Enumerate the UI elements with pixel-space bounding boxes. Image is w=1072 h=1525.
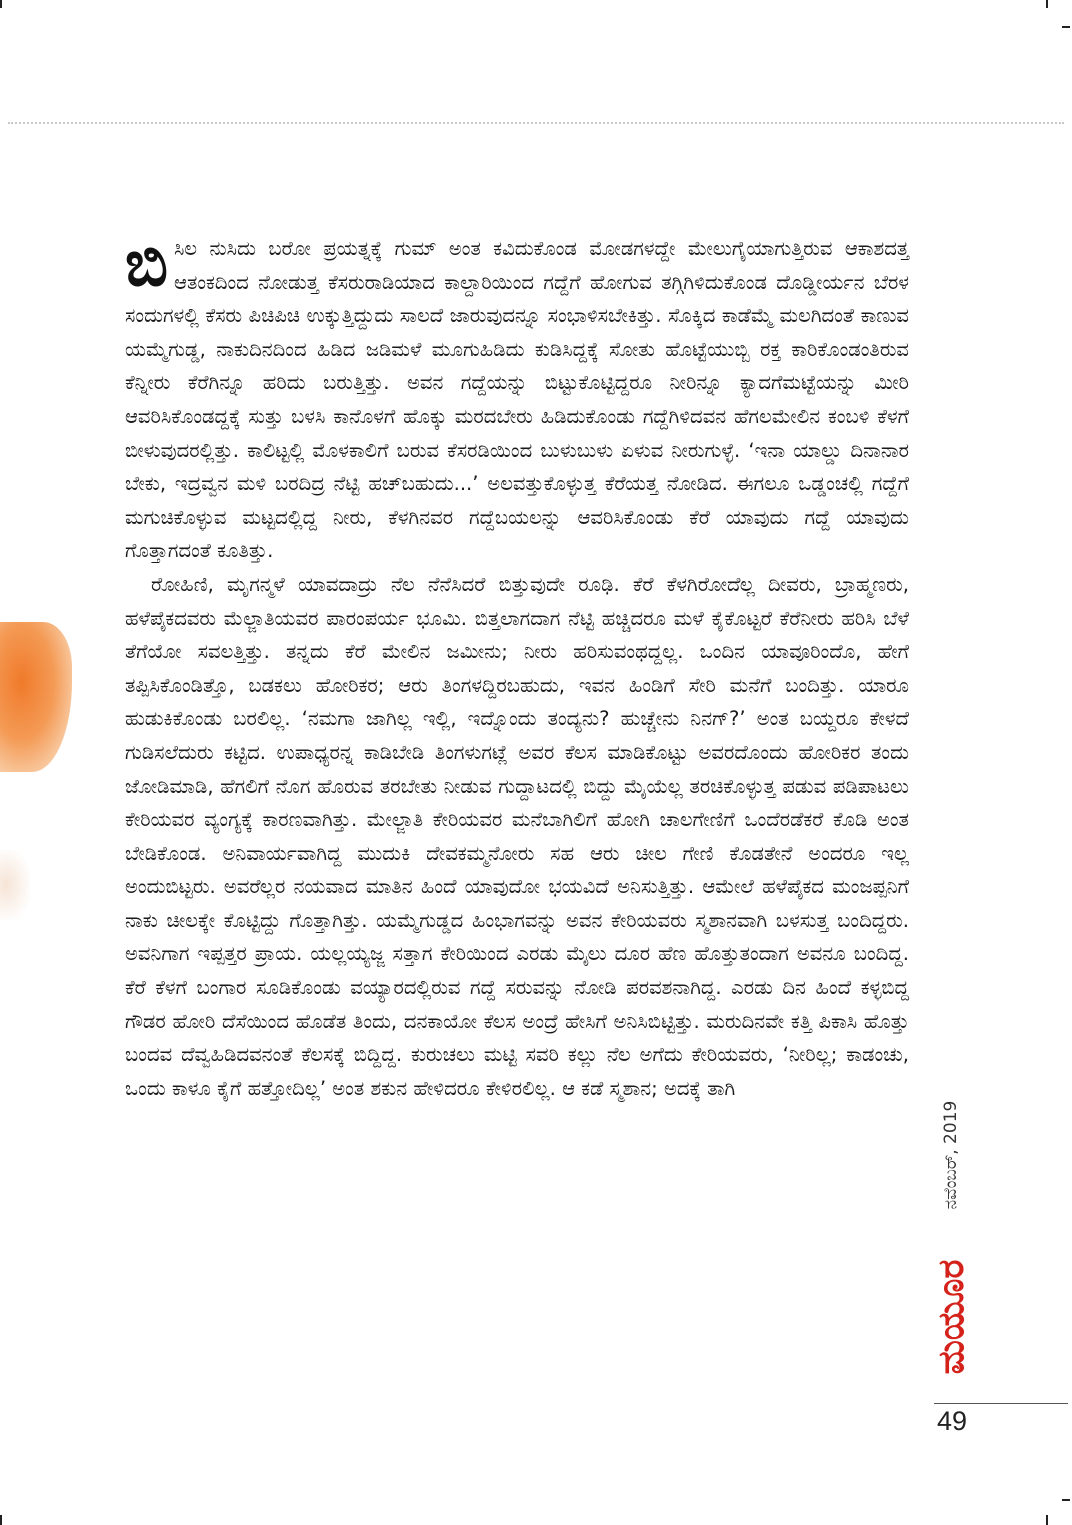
issue-date-text: ನವೆಂಬರ್, 2019 [941, 1100, 961, 1210]
crop-mark-bottom-right [1046, 1515, 1048, 1525]
crop-mark-top-left [0, 0, 2, 8]
dotted-divider [8, 122, 1064, 124]
magazine-logo [926, 1234, 978, 1400]
crop-mark-top-right [1046, 0, 1048, 8]
faint-paint-splash [0, 850, 30, 920]
crop-mark-right-lower [1062, 1499, 1070, 1501]
article-body [125, 227, 909, 1105]
magazine-logo-text: ಮಯೂರ [931, 1259, 972, 1375]
crop-mark-right-upper [1062, 26, 1070, 28]
paragraph-1-text: ಸಿಲ ನುಸಿದು ಬರೋ ಪ್ರಯತ್ನಕ್ಕೆ ಗುಮ್ ಅಂತ ಕವಿದುಕೊಂಡ ಮೋಡಗಳದ್ದೇ ಮೇಲುಗೈಯಾಗುತ್ತಿರುವ ಆಕಾಶದತ್ತ ಆತಂಕದಿಂದ ನೋಡುತ್ತ ಕೆಸರುರಾಡಿಯಾದ ಕಾಲ್ದಾರಿಯಿಂದ ಗದ್ದೆಗೆ ಹೋಗುವ ತಗ್ಗಿಗಿಳಿದುಕೊಂಡ ದೊಡ್ಡೀರ್ಯನ ಬೆರಳ ಸಂದುಗಳಲ್ಲಿ ಕೆಸರು ಪಿಚಿಪಿಚಿ ಉಕ್ಕುತ್ತಿದ್ದುದು ಸಾಲದೆ ಜಾರುವುದನ್ನೂ ಸಂಭಾಳಿಸಬೇಕಿತ್ತು. ಸೊಕ್ಕಿದ ಕಾಡೆಮ್ಮೆ ಮಲಗಿದಂತೆ ಕಾಣುವ ಯಮ್ಮೆಗುಡ್ಡ, ನಾಕುದಿನದಿಂದ ಹಿಡಿದ ಜಡಿಮಳೆ ಮೂಗುಹಿಡಿದು ಕುಡಿಸಿದ್ದಕ್ಕೆ ಸೋತು ಹೊಟ್ಟೆಯುಬ್ಬಿ ರಕ್ತ ಕಾರಿಕೊಂಡಂತಿರುವ ಕೆನ್ನೀರು ಕೆರೆಗಿನ್ನೂ ಹರಿದು ಬರುತ್ತಿತ್ತು. ಅವನ ಗದ್ದೆಯನ್ನು ಬಿಟ್ಟುಕೊಟ್ಟಿದ್ದರೂ ನೀರಿನ್ನೂ ಕ್ಯಾದಗೆಮಟ್ಟೆಯನ್ನು ಮೀರಿ ಆವರಿಸಿಕೊಂಡದ್ದಕ್ಕೆ ಸುತ್ತು ಬಳಸಿ ಕಾನೊಳಗೆ ಹೊಕ್ಕು ಮರದಬೇರು ಹಿಡಿದುಕೊಂಡು ಗದ್ದೆಗಿಳಿದವನ ಹೆಗಲಮೇಲಿನ ಕಂಬಳಿ ಕೆಳಗೆ ಬೀಳುವುದರಲ್ಲಿತ್ತು. ಕಾಲಿಟ್ಟಲ್ಲಿ ಮೊಳಕಾಲಿಗೆ ಬರುವ ಕೆಸರಡಿಯಿಂದ ಬುಳುಬುಳು ಏಳುವ ನೀರುಗುಳ್ಳೆ. ‘ಇನಾ ಯಾಲ್ಡು ದಿನಾನಾರ ಬೇಕು, ಇದ್ರವ್ವನ ಮಳಿ ಬರದಿದ್ರ ನೆಟ್ಟಿ ಹಚ್‌ಬಹುದು...’ ಅಲವತ್ತುಕೊಳ್ಳುತ್ತ ಕೆರೆಯತ್ತ ನೋಡಿದ. ಈಗಲೂ ಒಡ್ಡಂಚಲ್ಲಿ ಗದ್ದೆಗೆ ಮಗುಚಿಕೊಳ್ಳುವ ಮಟ್ಟದಲ್ಲಿದ್ದ ನೀರು, ಕೆಳಗಿನವರ ಗದ್ದೆಬಯಲನ್ನು ಆವರಿಸಿಕೊಂಡು ಕೆರೆ ಯಾವುದು ಗದ್ದೆ ಯಾವುದು ಗೊತ್ತಾಗದಂತೆ ಕೂತಿತ್ತು. [125, 237, 909, 563]
page-number: 49 [937, 1406, 968, 1436]
issue-date [931, 1090, 971, 1220]
drop-cap: ಬಿ [125, 227, 169, 301]
article-paragraph-1 [125, 227, 909, 568]
article-paragraph-2: ರೋಹಿಣಿ, ಮೃಗನ್ಮಳೆ ಯಾವದಾದ್ರು ನೆಲ ನೆನೆಸಿದರೆ ಬಿತ್ತುವುದೇ ರೂಢಿ. ಕೆರೆ ಕೆಳಗಿರೋದೆಲ್ಲ ದೀವರು, ಬ್ರಾಹ್ಮಣರು, ಹಳೆಪೈಕದವರು ಮೆಲ್ಜಾತಿಯವರ ಪಾರಂಪರ್ಯ ಭೂಮಿ. ಬಿತ್ತಲಾಗದಾಗ ನೆಟ್ಟಿ ಹಚ್ಚಿದರೂ ಮಳೆ ಕೈಕೊಟ್ಟರೆ ಕೆರೆನೀರು ಹರಿಸಿ ಬೆಳೆ ತೆಗೆಯೋ ಸವಲತ್ತಿತ್ತು. ತನ್ನದು ಕೆರೆ ಮೇಲಿನ ಜಮೀನು; ನೀರು ಹರಿಸುವಂಥದ್ದಲ್ಲ. ಒಂದಿನ ಯಾವೂರಿಂದೊ, ಹೇಗೆ ತಪ್ಪಿಸಿಕೊಂಡಿತ್ತೊ, ಬಡಕಲು ಹೋರಿಕರ; ಆರು ತಿಂಗಳದ್ದಿರಬಹುದು, ಇವನ ಹಿಂಡಿಗೆ ಸೇರಿ ಮನೆಗೆ ಬಂದಿತ್ತು. ಯಾರೂ ಹುಡುಕಿಕೊಂಡು ಬರಲಿಲ್ಲ. ‘ನಮಗಾ ಜಾಗಿಲ್ಲ ಇಲ್ಲಿ, ಇದ್ನೊಂದು ತಂದ್ಯನು? ಹುಚ್ಚೇನು ನಿನಗ್?’ ಅಂತ ಬಯ್ದರೂ ಕೇಳದೆ ಗುಡಿಸಲೆದುರು ಕಟ್ಟಿದ. ಉಪಾಧ್ಯರನ್ನ ಕಾಡಿಬೇಡಿ ತಿಂಗಳುಗಟ್ಲೆ ಅವರ ಕೆಲಸ ಮಾಡಿಕೊಟ್ಟು ಅವರದೊಂದು ಹೋರಿಕರ ತಂದು ಜೋಡಿಮಾಡಿ, ಹೆಗಲಿಗೆ ನೊಗ ಹೊರುವ ತರಬೇತು ನೀಡುವ ಗುದ್ದಾಟದಲ್ಲಿ ಬಿದ್ದು ಮೈಯೆಲ್ಲ ತರಚಿಕೊಳ್ಳುತ್ತ ಪಡುವ ಪಡಿಪಾಟಲು ಕೇರಿಯವರ ವ್ಯಂಗ್ಯಕ್ಕೆ ಕಾರಣವಾಗಿತ್ತು. ಮೇಲ್ಜಾತಿ ಕೇರಿಯವರ ಮನೆಬಾಗಿಲಿಗೆ ಹೋಗಿ ಚಾಲಗೇಣಿಗೆ ಒಂದೆರಡೆಕರೆ ಕೊಡಿ ಅಂತ ಬೇಡಿಕೊಂಡ. ಅನಿವಾರ್ಯವಾಗಿದ್ದ ಮುದುಕಿ ದೇವಕಮ್ಮನೋರು ಸಹ ಆರು ಚೀಲ ಗೇಣಿ ಕೊಡತೇನೆ ಅಂದರೂ ಇಲ್ಲ ಅಂದುಬಿಟ್ಟರು. ಅವರೆಲ್ಲರ ನಯವಾದ ಮಾತಿನ ಹಿಂದೆ ಯಾವುದೋ ಭಯವಿದೆ ಅನಿಸುತ್ತಿತ್ತು. ಆಮೇಲೆ ಹಳೆಪೈಕದ ಮಂಜಪ್ಪನಿಗೆ ನಾಕು ಚೀಲಕ್ಕೇ ಕೊಟ್ಟಿದ್ದು ಗೊತ್ತಾಗಿತ್ತು. ಯಮ್ಮೆಗುಡ್ಡದ ಹಿಂಭಾಗವನ್ನು ಅವನ ಕೇರಿಯವರು ಸ್ಮಶಾನವಾಗಿ ಬಳಸುತ್ತ ಬಂದಿದ್ದರು. ಅವನಿಗಾಗ ಇಪ್ಪತ್ತರ ಪ್ರಾಯ. ಯಲ್ಲಯ್ಯಜ್ಜ ಸತ್ತಾಗ ಕೇರಿಯಿಂದ ಎರಡು ಮೈಲು ದೂರ ಹೆಣ ಹೊತ್ತುತಂದಾಗ ಅವನೂ ಬಂದಿದ್ದ. ಕೆರೆ ಕೆಳಗೆ ಬಂಗಾರ ಸೂಡಿಕೊಂಡು ವಯ್ಯಾರದಲ್ಲಿರುವ ಗದ್ದೆ ಸರುವನ್ನು ನೋಡಿ ಪರವಶನಾಗಿದ್ದ. ಎರಡು ದಿನ ಹಿಂದೆ ಕಳ್ಳಬಿದ್ದ ಗೌಡರ ಹೋರಿ ದೆಸೆಯಿಂದ ಹೊಡೆತ ತಿಂದು, ದನಕಾಯೋ ಕೆಲಸ ಅಂದ್ರೆ ಹೇಸಿಗೆ ಅನಿಸಿಬಿಟ್ಟಿತ್ತು. ಮರುದಿನವೇ ಕತ್ತಿ ಪಿಕಾಸಿ ಹೊತ್ತು ಬಂದವ ದೆವ್ವಹಿಡಿದವನಂತೆ ಕೆಲಸಕ್ಕೆ ಬಿದ್ದಿದ್ದ. ಕುರುಚಲು ಮಟ್ಟಿ ಸವರಿ ಕಲ್ಲು ನೆಲ ಅಗೆದು ಕೇರಿಯವರು, ‘ನೀರಿಲ್ಲ; ಕಾಡಂಚು, ಒಂದು ಕಾಳೂ ಕೈಗೆ ಹತ್ತೋದಿಲ್ಲ’ ಅಂತ ಶಕುನ ಹೇಳಿದರೂ ಕೇಳಿರಲಿಲ್ಲ. ಆ ಕಡೆ ಸ್ಮಶಾನ; ಅದಕ್ಕೆ ತಾಗಿ [125, 572, 909, 1100]
orange-paint-splash [0, 622, 72, 772]
crop-mark-bottom-left [0, 1515, 2, 1525]
page-number-rule [934, 1403, 1068, 1404]
